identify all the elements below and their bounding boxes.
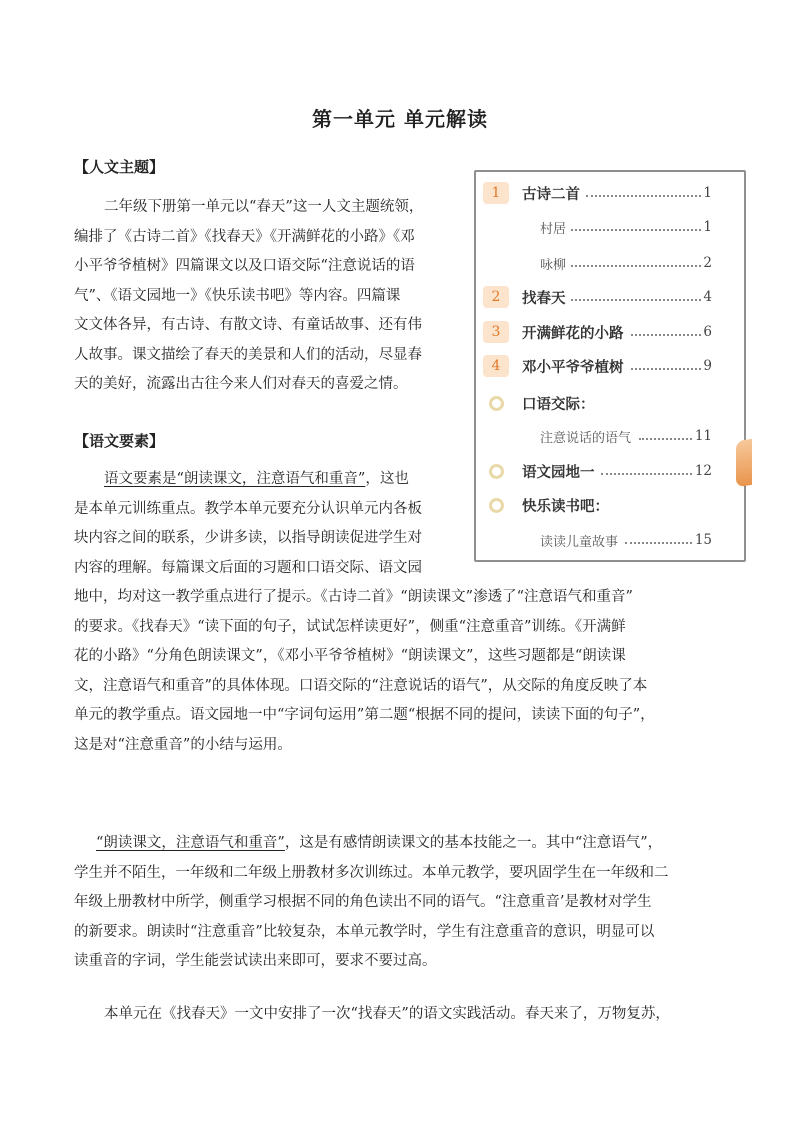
- text-line: [74, 829, 726, 859]
- toc-leader-dots: [571, 229, 701, 231]
- underlined-text: “朗读课文，注意语气和重音”: [96, 835, 285, 851]
- toc-row: [476, 251, 732, 275]
- text-line: 二年级下册第一单元以“春天”这一人文主题统领，: [104, 199, 424, 215]
- text-line: 的要求。《找春天》“读下面的句子，试试怎样读更好”，侧重“注意重音”训练。《开满鲜: [74, 618, 626, 635]
- toc-row: [476, 459, 732, 483]
- text-line: 块内容之间的联系，少讲多读，以指导朗读促进学生对: [74, 530, 422, 546]
- elements-paragraph-bottom: [74, 583, 726, 760]
- toc-item-title: 开满鲜花的小路: [522, 325, 624, 342]
- text-line: 是本单元训练重点。教学本单元要充分认识单元内各板: [74, 500, 422, 517]
- toc-leader-dots: [631, 334, 701, 336]
- text-line: 内容的理解。每篇课文后面的习题和口语交际、语文园: [74, 559, 422, 576]
- text-line: 文，注意语气和重音”的具体体现。口语交际的“注意说话的语气”，从交际的角度反映了本: [74, 677, 648, 694]
- toc-item-title: 古诗二首: [522, 186, 580, 203]
- toc-row: [476, 354, 732, 378]
- page-tab-decoration: [736, 439, 752, 487]
- section-heading-elements: 【语文要素】: [74, 432, 165, 450]
- text-line: 年级上册教材中所学，侧重学习根据不同的角色读出不同的语气。“注意重音’是教材对学生: [74, 894, 652, 910]
- toc-page-number: 6: [703, 324, 712, 340]
- text-span: ，这也: [365, 471, 409, 487]
- toc-leader-dots: [601, 473, 692, 475]
- toc-page-number: 1: [703, 219, 712, 235]
- text-line: 本单元在《找春天》一文中安排了一次“找春天”的语文实践活动。春天来了，万物复苏，: [104, 1006, 670, 1022]
- toc-row: [476, 285, 732, 309]
- text-line: 读重音的字词，学生能尝试读出来即可，要求不要过高。: [74, 953, 437, 969]
- toc-leader-dots: [571, 265, 701, 267]
- toc-leader-dots: [639, 438, 693, 440]
- underlined-text: 语文要素是“朗读课文，注意语气和重音”: [104, 471, 366, 487]
- toc-leader-dots: [631, 368, 701, 370]
- toc-item-title: 村居: [540, 221, 567, 237]
- toc-item-title: 找春天: [522, 290, 566, 307]
- section-heading-theme: 【人文主题】: [74, 158, 165, 176]
- text-line: 天的美好，流露出古往今来人们对春天的喜爱之情。: [74, 376, 408, 392]
- toc-row: [476, 391, 732, 415]
- toc-page-number: 4: [703, 289, 712, 305]
- elements-paragraph-top: [74, 465, 460, 583]
- toc-item-title: 注意说话的语气: [540, 430, 632, 446]
- text-line: 学生并不陌生，一年级和二年级上册教材多次训练过。本单元教学，要巩固学生在一年级和二: [74, 864, 669, 881]
- toc-number-badge: 2: [483, 286, 509, 308]
- text-line: 气”、《语文园地一》《快乐读书吧》等内容。四篇课: [74, 287, 401, 304]
- toc-leader-dots: [586, 195, 701, 197]
- toc-page-number: 15: [694, 532, 712, 548]
- toc-item-title: 口语交际：: [522, 396, 595, 413]
- activity-paragraph: [74, 1000, 726, 1030]
- text-line: 小平爷爷植树》四篇课文以及口语交际“注意说话的语: [74, 258, 415, 274]
- toc-circle-icon: [489, 396, 504, 411]
- toc-item-title: 邓小平爷爷植树: [522, 359, 624, 376]
- toc-circle-icon: [489, 464, 504, 479]
- toc-page-number: 11: [694, 428, 712, 444]
- toc-page-number: 9: [703, 358, 712, 374]
- text-line: 地中，均对这一教学重点进行了提示。《古诗二首》“朗读课文”渗透了“注意语气和重音”: [74, 589, 633, 605]
- text-line: 编排了《古诗二首》《找春天》《开满鲜花的小路》《邓: [74, 228, 415, 245]
- text-line: 花的小路》“分角色朗读课文”，《邓小平爷爷植树》“朗读课文”，这些习题都是“朗读课: [74, 648, 626, 664]
- text-line: 人故事。课文描绘了春天的美景和人们的活动，尽显春: [74, 346, 422, 363]
- toc-item-title: 语文园地一: [522, 464, 595, 481]
- toc-item-title: 咏柳: [540, 257, 567, 273]
- toc-page-number: 1: [703, 185, 712, 201]
- toc-row: [476, 493, 732, 517]
- text-line: 文文体各异，有古诗、有散文诗、有童话故事、还有伟: [74, 317, 422, 333]
- toc-number-badge: 1: [483, 182, 509, 204]
- toc-leader-dots: [571, 299, 701, 301]
- toc-page-number: 12: [694, 463, 712, 479]
- text-line: [74, 465, 460, 495]
- text-line: 这是对“注意重音”的小结与运用。: [74, 736, 292, 753]
- toc-row: [476, 424, 732, 448]
- text-line: 单元的教学重点。语文园地一中“字词句运用”第二题“根据不同的提问，读读下面的句子”，: [74, 707, 655, 723]
- toc-page-number: 2: [703, 255, 712, 271]
- reading-paragraph: [74, 829, 726, 977]
- toc-number-badge: 3: [483, 321, 509, 343]
- text-line: 的新要求。朗读时“注意重音”比较复杂，本单元教学时，学生有注意重音的意识，明显可以: [74, 923, 655, 940]
- theme-paragraph: [74, 193, 460, 400]
- toc-number-badge: 4: [483, 355, 509, 377]
- toc-row: [476, 528, 732, 552]
- table-of-contents: [474, 170, 746, 562]
- toc-row: [476, 181, 732, 205]
- toc-circle-icon: [489, 498, 504, 513]
- toc-leader-dots: [625, 542, 692, 544]
- toc-item-title: 读读儿童故事: [540, 534, 619, 550]
- toc-item-title: 快乐读书吧：: [522, 498, 609, 515]
- text-span: ，这是有感情朗读课文的基本技能之一。其中“注意语气”，: [284, 835, 663, 851]
- page-title: 第一单元 单元解读: [312, 107, 488, 131]
- toc-row: [476, 320, 732, 344]
- toc-row: [476, 215, 732, 239]
